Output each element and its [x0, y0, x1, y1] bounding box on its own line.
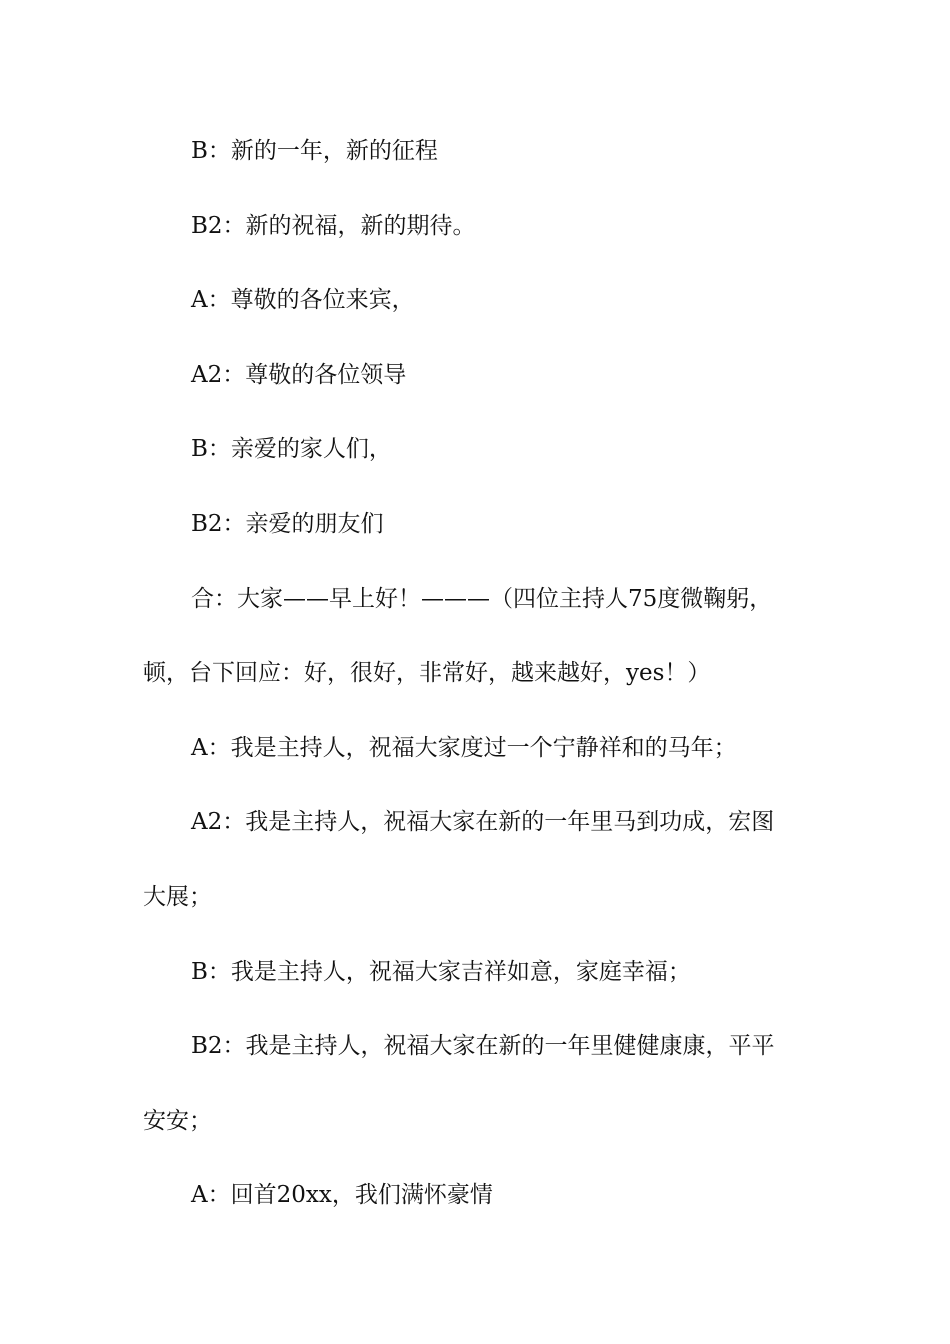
script-line-continuation: 安安； — [143, 1107, 212, 1134]
script-line: A：回首20xx，我们满怀豪情 — [191, 1182, 493, 1209]
script-line: A2：尊敬的各位领导 — [191, 361, 407, 388]
script-line: A2：我是主持人，祝福大家在新的一年里马到功成，宏图 — [191, 809, 775, 836]
script-line: B2：亲爱的朋友们 — [191, 510, 384, 537]
script-line-continuation: 大展； — [143, 883, 212, 910]
script-line: A：尊敬的各位来宾， — [191, 287, 415, 314]
script-text-block — [143, 127, 808, 1246]
script-line: B：我是主持人，祝福大家吉祥如意，家庭幸福； — [191, 958, 691, 985]
script-line: B2：新的祝福，新的期待。 — [191, 212, 476, 239]
script-line: 合：大家——早上好！———（四位主持人75度微鞠躬， — [191, 585, 773, 612]
script-line: A：我是主持人，祝福大家度过一个宁静祥和的马年； — [191, 734, 737, 761]
script-line-continuation: 顿，台下回应：好，很好，非常好，越来越好，yes！） — [143, 660, 711, 687]
script-line: B2：我是主持人，祝福大家在新的一年里健健康康，平平 — [191, 1033, 775, 1060]
script-line: B：新的一年，新的征程 — [191, 138, 438, 164]
script-line: B：亲爱的家人们， — [191, 436, 392, 463]
